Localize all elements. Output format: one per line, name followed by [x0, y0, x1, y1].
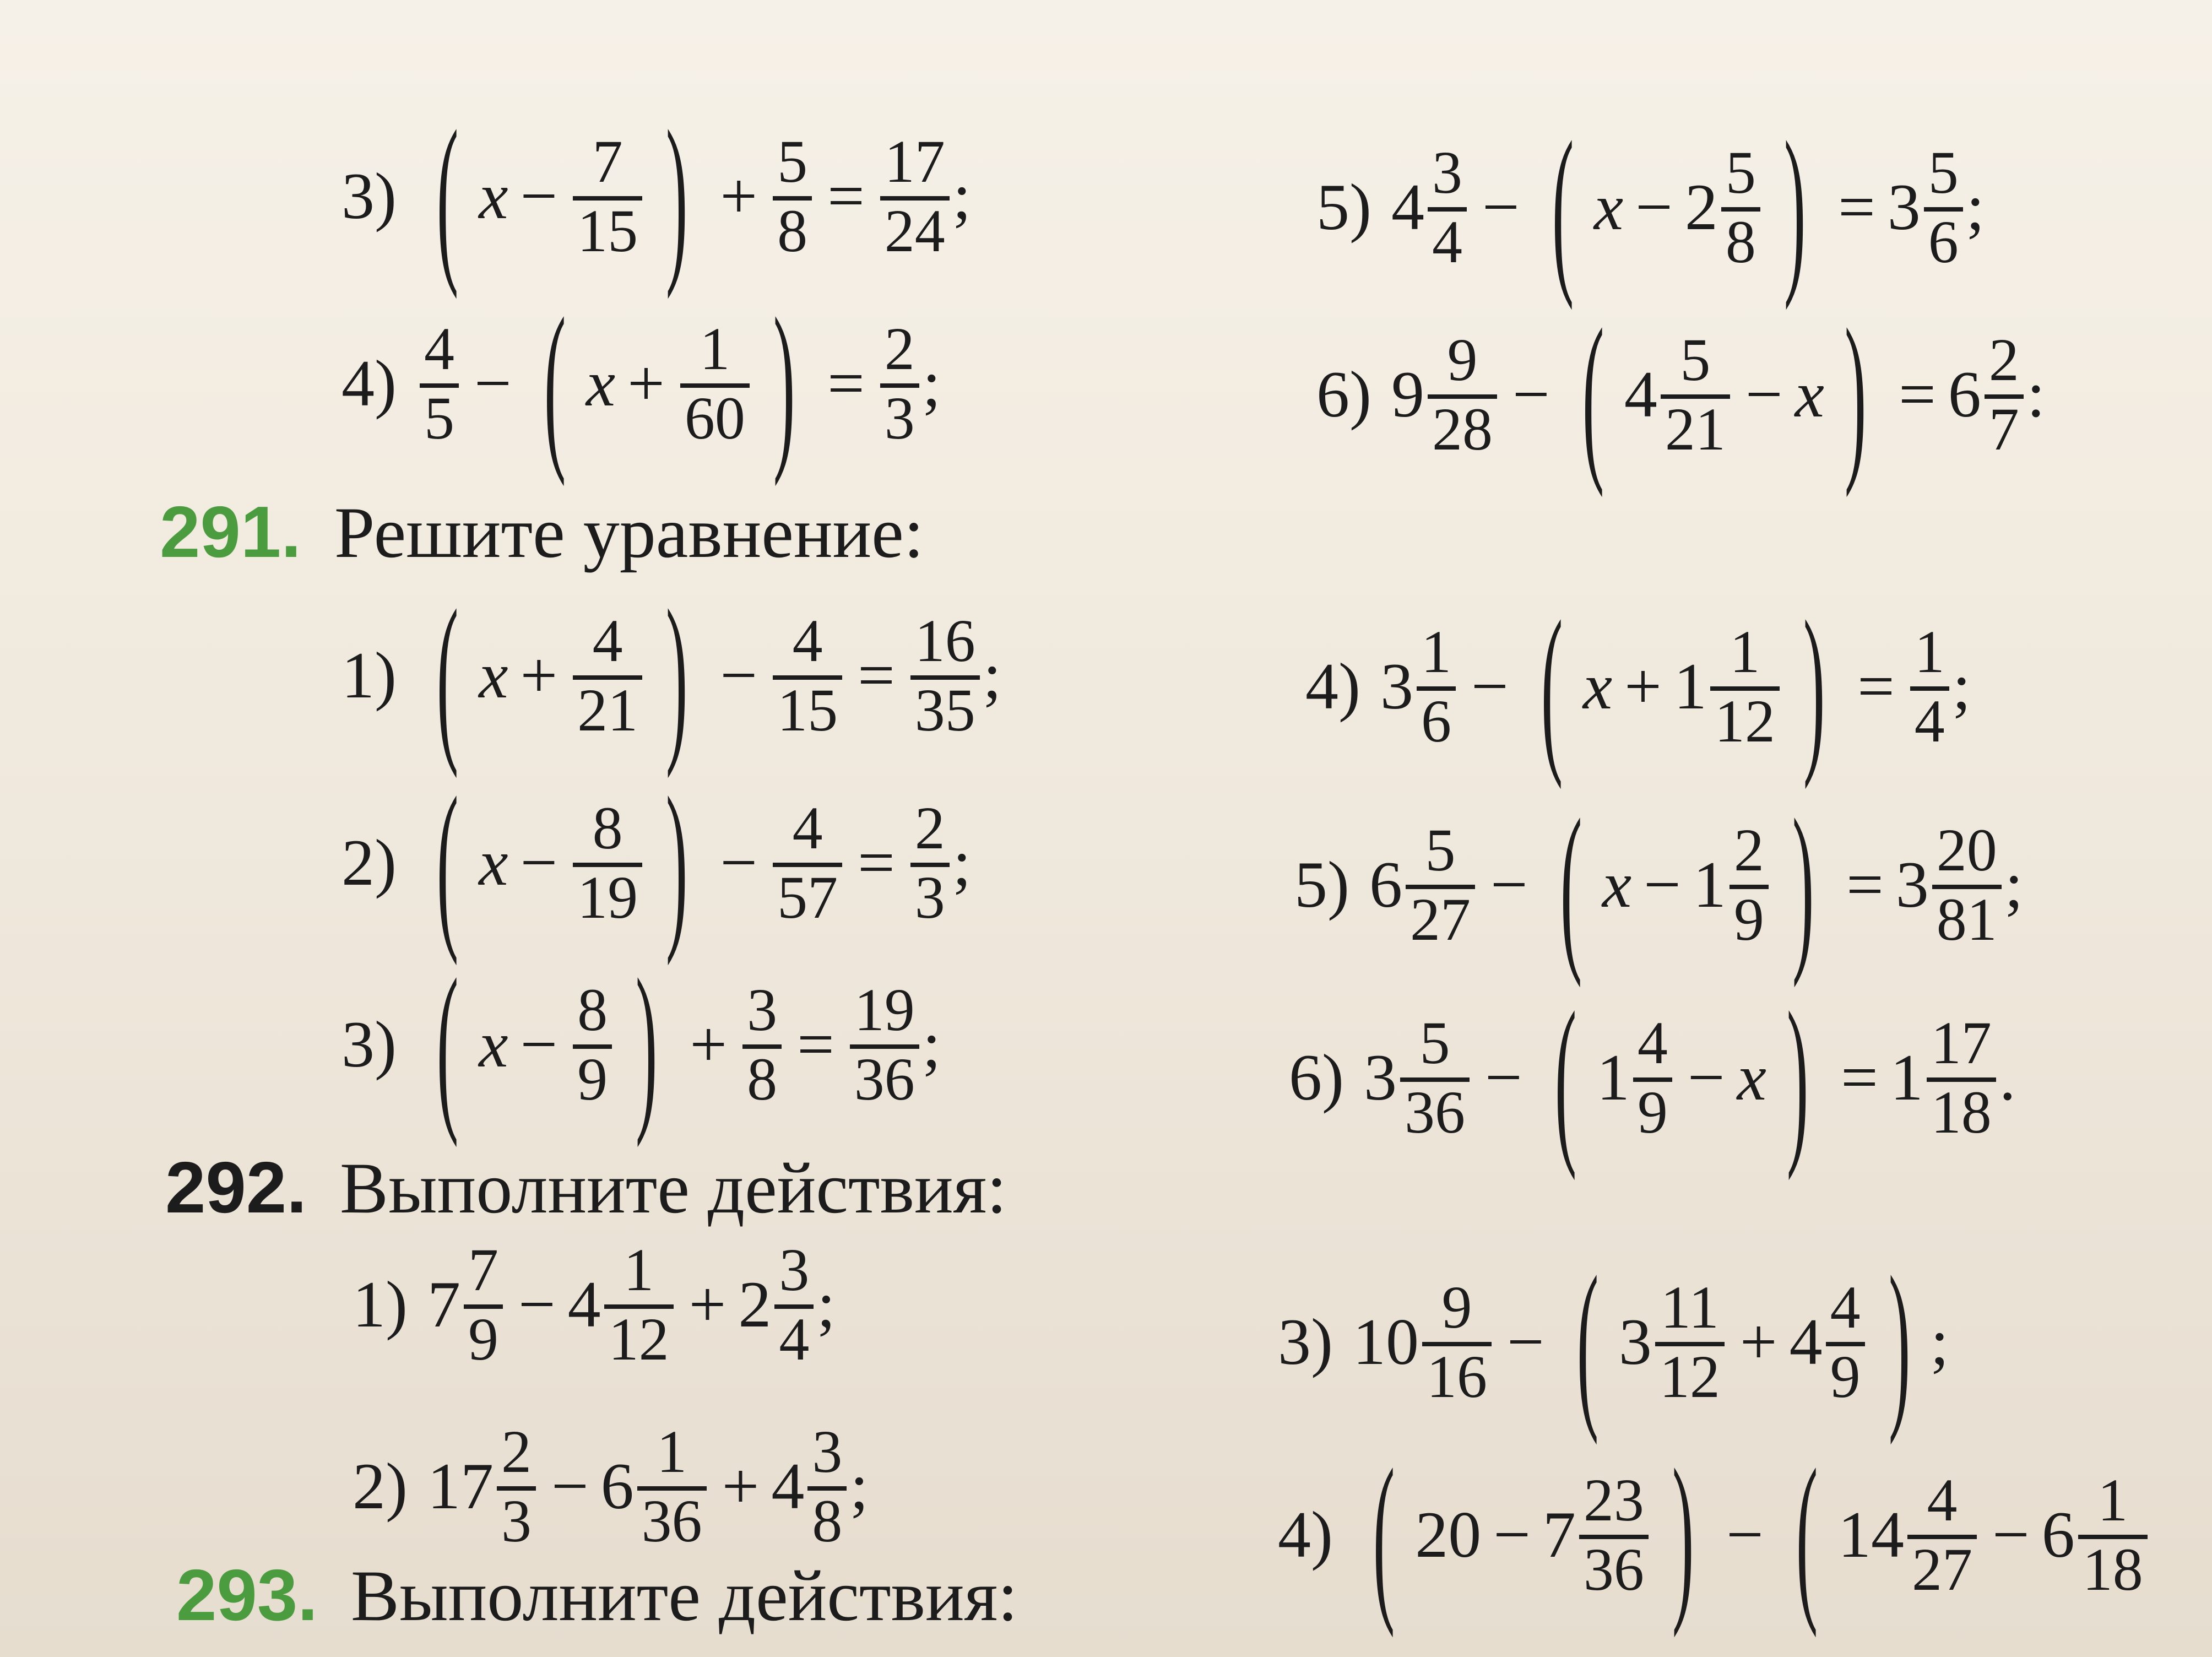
math-symbol: +: [627, 346, 665, 420]
denominator: 15: [573, 196, 642, 261]
math-symbol: 4: [771, 1449, 805, 1523]
equation-r1l: [341, 92, 972, 300]
fraction: [910, 607, 980, 744]
math-symbol: 6: [2041, 1498, 2075, 1571]
math-symbol: +: [688, 1268, 727, 1341]
item-number: 2): [341, 826, 397, 899]
math-symbol: −: [1992, 1498, 2030, 1571]
denominator: 81: [1932, 885, 2002, 950]
math-symbol: =: [1841, 1041, 1878, 1114]
parenthesis: (: [1554, 973, 1577, 1181]
item-number: 5): [1316, 170, 1371, 243]
math-symbol: 7: [1542, 1498, 1576, 1571]
math-symbol: =: [1899, 358, 1936, 431]
math-symbol: −: [518, 1268, 556, 1341]
fraction: [637, 1418, 707, 1555]
item-number: 6): [1316, 358, 1371, 431]
equation-r2l: [341, 279, 941, 487]
numerator: 1: [624, 1236, 654, 1303]
denominator: 8: [807, 1486, 847, 1551]
equation-r5l: [341, 940, 941, 1148]
math-symbol: 17: [427, 1449, 494, 1523]
numerator: 16: [914, 607, 975, 674]
numerator: 17: [1931, 1009, 1992, 1076]
fraction: [1633, 1009, 1672, 1146]
math-symbol: 6: [600, 1449, 634, 1523]
denominator: 18: [2078, 1535, 2148, 1600]
fraction: [464, 1236, 503, 1373]
numerator: 5: [1419, 1009, 1450, 1076]
numerator: 5: [1680, 326, 1711, 393]
fraction: [1907, 1466, 1977, 1603]
numerator: 4: [592, 607, 623, 674]
denominator: 28: [1428, 394, 1497, 459]
equation-r1r: [1316, 103, 1985, 311]
numerator: 4: [1830, 1274, 1861, 1341]
denominator: 36: [1400, 1077, 1470, 1142]
denominator: 3: [910, 863, 950, 928]
item-number: 4): [1278, 1498, 1333, 1571]
item-number: 1): [341, 638, 397, 712]
problem-number: 293.: [176, 1555, 318, 1636]
numerator: 2: [914, 794, 945, 862]
fraction: [604, 1236, 674, 1373]
math-symbol: −: [1687, 1041, 1725, 1114]
math-symbol: ;: [1930, 1305, 1949, 1378]
math-symbol: ;: [952, 159, 972, 232]
math-symbol: ;: [1952, 649, 1971, 723]
item-number: 6): [1289, 1041, 1344, 1114]
numerator: 5: [1425, 816, 1456, 884]
math-symbol: −: [1644, 848, 1681, 921]
denominator: 8: [742, 1044, 782, 1109]
fraction: [880, 315, 919, 452]
math-symbol: −: [520, 159, 558, 232]
math-symbol: 4: [567, 1268, 601, 1341]
numerator: 2: [884, 315, 915, 382]
denominator: 3: [880, 383, 919, 448]
parenthesis: (: [436, 571, 459, 779]
fraction: [1422, 1274, 1492, 1410]
equation-r3r: [1305, 582, 1971, 790]
equation-r6l: [353, 1236, 836, 1373]
parenthesis: (: [1373, 1431, 1395, 1638]
equation-r7r: [1278, 1431, 2151, 1638]
numerator: 1: [1730, 618, 1760, 685]
numerator: 5: [1725, 139, 1756, 206]
denominator: 7: [1985, 394, 2024, 459]
fraction: [807, 1418, 847, 1555]
problem-instruction: Выполните действия:: [339, 1147, 1007, 1228]
denominator: 3: [497, 1486, 536, 1551]
math-symbol: 4: [1624, 358, 1657, 431]
math-symbol: .: [1999, 1041, 2016, 1114]
math-symbol: 6: [1369, 848, 1402, 921]
math-symbol: −: [474, 346, 512, 420]
equation-r4l: [341, 759, 972, 966]
numerator: 2: [501, 1418, 532, 1485]
problem-number: 291.: [160, 491, 301, 572]
math-symbol: 4: [1789, 1305, 1823, 1378]
parenthesis: ): [1888, 1238, 1911, 1445]
item-number: 5): [1294, 848, 1349, 921]
numerator: 3: [1432, 139, 1462, 206]
parenthesis: ): [665, 759, 688, 966]
denominator: 18: [1927, 1077, 1996, 1142]
variable-x: x: [1602, 848, 1632, 921]
math-symbol: =: [827, 346, 865, 420]
fraction: [2078, 1466, 2148, 1603]
math-symbol: 6: [1948, 358, 1981, 431]
variable-x: x: [479, 638, 508, 712]
fraction: [1826, 1274, 1865, 1410]
math-symbol: ;: [2004, 848, 2024, 921]
denominator: 12: [1710, 686, 1780, 751]
math-symbol: +: [720, 159, 758, 232]
math-symbol: =: [858, 638, 895, 712]
denominator: 8: [773, 196, 812, 261]
math-symbol: −: [1471, 649, 1509, 723]
equation-r5r: [1289, 973, 2016, 1181]
denominator: 16: [1422, 1342, 1492, 1407]
item-number: 3): [341, 159, 397, 232]
problem-header-h293: [176, 1553, 1018, 1638]
fraction: [1721, 139, 1760, 275]
equation-r7l: [353, 1418, 869, 1555]
fraction: [774, 1236, 814, 1373]
math-symbol: +: [520, 638, 558, 712]
math-symbol: 3: [1895, 848, 1929, 921]
parenthesis: (: [1576, 1238, 1599, 1445]
math-symbol: 10: [1352, 1305, 1419, 1378]
variable-x: x: [585, 346, 616, 420]
parenthesis: ): [1672, 1431, 1694, 1638]
item-number: 3): [1278, 1305, 1333, 1378]
numerator: 2: [1988, 326, 2019, 393]
math-symbol: ;: [817, 1268, 836, 1341]
fraction: [573, 976, 612, 1113]
denominator: 12: [1655, 1342, 1725, 1407]
parenthesis: (: [436, 92, 459, 300]
fraction: [1730, 816, 1769, 953]
parenthesis: ): [1786, 973, 1809, 1181]
denominator: 6: [1417, 686, 1456, 751]
fraction: [1927, 1009, 1996, 1146]
numerator: 20: [1936, 816, 1997, 884]
math-symbol: =: [858, 826, 895, 899]
parenthesis: (: [1541, 582, 1563, 790]
numerator: 1: [657, 1418, 687, 1485]
denominator: 24: [880, 196, 950, 261]
item-number: 4): [341, 346, 397, 420]
fraction: [1428, 326, 1497, 463]
parenthesis: ): [665, 92, 688, 300]
numerator: 4: [792, 607, 823, 674]
math-symbol: 20: [1415, 1498, 1482, 1571]
numerator: 3: [747, 976, 778, 1043]
denominator: 4: [1428, 207, 1467, 272]
fraction: [773, 607, 842, 744]
numerator: 1: [700, 315, 730, 382]
fraction: [1579, 1466, 1649, 1603]
math-symbol: −: [1726, 1498, 1764, 1571]
fraction: [1910, 618, 1949, 755]
denominator: 9: [1826, 1342, 1865, 1407]
numerator: 1: [2097, 1466, 2128, 1534]
numerator: 3: [779, 1236, 810, 1303]
math-symbol: 1: [1596, 1041, 1630, 1114]
fraction: [420, 315, 459, 452]
math-symbol: :: [2026, 358, 2046, 431]
math-symbol: −: [1512, 358, 1550, 431]
numerator: 7: [468, 1236, 498, 1303]
fraction: [1661, 326, 1730, 463]
math-symbol: =: [827, 159, 865, 232]
item-number: 4): [1305, 649, 1360, 723]
parenthesis: ): [1783, 103, 1806, 311]
variable-x: x: [479, 826, 508, 899]
fraction: [1655, 1274, 1725, 1410]
math-symbol: 2: [1684, 170, 1718, 243]
math-symbol: ;: [952, 826, 972, 899]
fraction: [773, 128, 812, 264]
parenthesis: ): [1844, 290, 1867, 498]
parenthesis: ): [635, 940, 658, 1148]
denominator: 60: [680, 383, 750, 448]
denominator: 35: [910, 675, 980, 740]
fraction: [1400, 1009, 1470, 1146]
math-symbol: 2: [738, 1268, 772, 1341]
math-symbol: 14: [1838, 1498, 1905, 1571]
fraction: [1924, 139, 1963, 275]
fraction: [880, 128, 950, 264]
denominator: 8: [1721, 207, 1760, 272]
numerator: 8: [577, 976, 608, 1043]
numerator: 4: [1927, 1466, 1958, 1534]
math-symbol: −: [1635, 170, 1673, 243]
fraction: [1985, 326, 2024, 463]
parenthesis: ): [1803, 582, 1825, 790]
numerator: 5: [777, 128, 808, 195]
math-symbol: 1: [1890, 1041, 1923, 1114]
denominator: 9: [573, 1044, 612, 1109]
denominator: 27: [1907, 1535, 1977, 1600]
item-number: 1): [353, 1268, 408, 1341]
math-symbol: =: [1838, 170, 1875, 243]
parenthesis: (: [1552, 103, 1574, 311]
math-symbol: +: [690, 1008, 728, 1081]
item-number: 2): [353, 1449, 408, 1523]
math-symbol: 1: [1693, 848, 1726, 921]
math-symbol: −: [1493, 1498, 1531, 1571]
numerator: 1: [1421, 618, 1451, 685]
math-symbol: ;: [850, 1449, 869, 1523]
fraction: [573, 794, 642, 931]
equation-r3l: [341, 571, 1002, 779]
variable-x: x: [1794, 358, 1824, 431]
numerator: 9: [1447, 326, 1478, 393]
numerator: 5: [1928, 139, 1959, 206]
denominator: 19: [573, 863, 642, 928]
denominator: 21: [573, 675, 642, 740]
numerator: 2: [1733, 816, 1764, 884]
denominator: 9: [464, 1304, 503, 1369]
math-symbol: −: [1745, 358, 1783, 431]
math-symbol: −: [1482, 170, 1520, 243]
fraction: [1406, 816, 1475, 953]
equation-r2r: [1316, 290, 2046, 498]
math-symbol: 9: [1391, 358, 1424, 431]
fraction: [1417, 618, 1456, 755]
numerator: 23: [1583, 1466, 1644, 1534]
numerator: 17: [884, 128, 945, 195]
numerator: 1: [1914, 618, 1945, 685]
fraction: [742, 976, 782, 1113]
parenthesis: ): [665, 571, 688, 779]
problem-number: 292.: [165, 1147, 307, 1228]
variable-x: x: [1737, 1041, 1766, 1114]
math-symbol: 4: [1391, 170, 1424, 243]
denominator: 6: [1924, 207, 1963, 272]
equation-r4r: [1294, 781, 2024, 988]
denominator: 5: [420, 383, 459, 448]
parenthesis: (: [1560, 781, 1582, 988]
fraction: [680, 315, 750, 452]
numerator: 7: [592, 128, 623, 195]
parenthesis: ): [1792, 781, 1814, 988]
parenthesis: (: [1582, 290, 1604, 498]
fraction: [1932, 816, 2002, 953]
numerator: 8: [592, 794, 623, 862]
denominator: 15: [773, 675, 842, 740]
parenthesis: (: [1796, 1431, 1818, 1638]
math-symbol: =: [797, 1008, 834, 1081]
fraction: [1710, 618, 1780, 755]
numerator: 4: [424, 315, 454, 382]
parenthesis: (: [436, 759, 459, 966]
denominator: 4: [1910, 686, 1949, 751]
math-symbol: −: [1506, 1305, 1544, 1378]
fraction: [573, 607, 642, 744]
variable-x: x: [1593, 170, 1624, 243]
variable-x: x: [1582, 649, 1613, 723]
numerator: 3: [812, 1418, 843, 1485]
numerator: 4: [792, 794, 823, 862]
math-symbol: 3: [1887, 170, 1921, 243]
math-symbol: +: [1624, 649, 1662, 723]
math-symbol: ;: [922, 346, 941, 420]
parenthesis: ): [773, 279, 795, 487]
fraction: [850, 976, 919, 1113]
fraction: [1428, 139, 1467, 275]
variable-x: x: [479, 159, 508, 232]
math-symbol: −: [720, 638, 758, 712]
math-symbol: 1: [1673, 649, 1707, 723]
denominator: 27: [1406, 885, 1475, 950]
numerator: 9: [1441, 1274, 1472, 1341]
math-symbol: ;: [983, 638, 1002, 712]
denominator: 9: [1633, 1077, 1672, 1142]
math-symbol: 7: [427, 1268, 460, 1341]
math-symbol: =: [1846, 848, 1884, 921]
numerator: 19: [854, 976, 915, 1043]
math-symbol: −: [520, 826, 558, 899]
equation-r6r: [1278, 1238, 1949, 1445]
parenthesis: (: [544, 279, 566, 487]
math-symbol: −: [1490, 848, 1528, 921]
math-symbol: −: [520, 1008, 558, 1081]
problem-header-h291: [160, 490, 924, 575]
denominator: 36: [1579, 1535, 1649, 1600]
item-number: 3): [341, 1008, 397, 1081]
parenthesis: (: [436, 940, 459, 1148]
denominator: 12: [604, 1304, 674, 1369]
math-symbol: +: [1739, 1305, 1777, 1378]
math-symbol: −: [551, 1449, 589, 1523]
denominator: 36: [637, 1486, 707, 1551]
variable-x: x: [479, 1008, 508, 1081]
math-symbol: ;: [922, 1008, 941, 1081]
fraction: [910, 794, 950, 931]
math-symbol: +: [722, 1449, 760, 1523]
problem-instruction: Решите уравнение:: [334, 492, 924, 573]
math-symbol: ;: [1966, 170, 1985, 243]
math-symbol: 3: [1380, 649, 1413, 723]
denominator: 36: [850, 1044, 919, 1109]
denominator: 9: [1730, 885, 1769, 950]
denominator: 57: [773, 863, 842, 928]
denominator: 4: [774, 1304, 814, 1369]
fraction: [773, 794, 842, 931]
fraction: [497, 1418, 536, 1555]
numerator: 4: [1637, 1009, 1668, 1076]
math-symbol: 3: [1363, 1041, 1397, 1114]
math-symbol: 3: [1618, 1305, 1652, 1378]
math-symbol: −: [1484, 1041, 1522, 1114]
math-symbol: −: [720, 826, 758, 899]
denominator: 21: [1661, 394, 1730, 459]
fraction: [573, 128, 642, 264]
problem-header-h292: [165, 1146, 1007, 1230]
math-symbol: =: [1857, 649, 1895, 723]
problem-instruction: Выполните действия:: [350, 1555, 1018, 1636]
numerator: 11: [1660, 1274, 1719, 1341]
